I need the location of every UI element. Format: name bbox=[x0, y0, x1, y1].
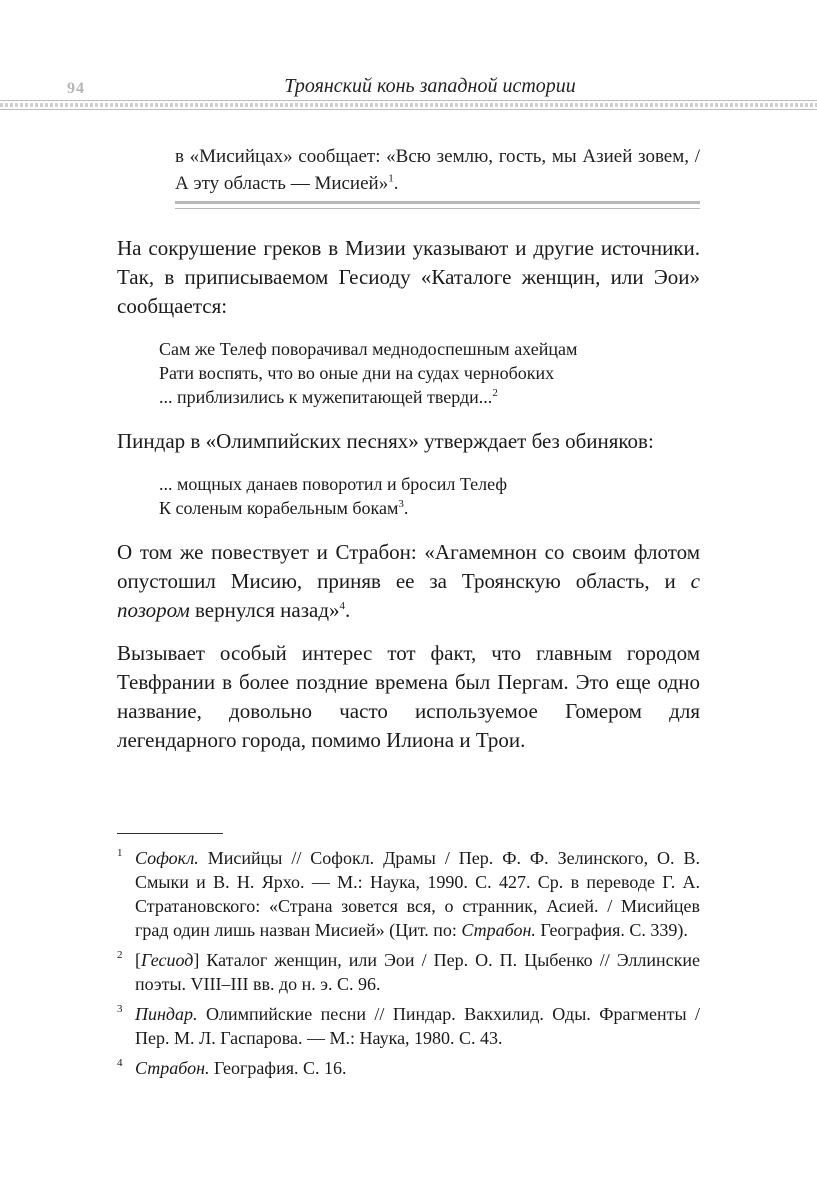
footnote-2-author: Гесиод bbox=[141, 950, 194, 970]
poem-1-line-1: Сам же Телеф поворачивал меднодоспешным ахейцам bbox=[159, 339, 578, 359]
footnote-3 bbox=[117, 1002, 700, 1050]
poem-quote-2 bbox=[159, 472, 700, 520]
footnote-4-text: География. С. 16. bbox=[209, 1058, 347, 1078]
footnote-separator bbox=[117, 833, 223, 834]
poem-1-line-3-text: ... приблизились к мужепитающей тверди... bbox=[159, 387, 493, 407]
paragraph-3-text-a: О том же повествует и Страбон: «Агамемнон со своим флотом опустошил Мисию, приняв ее за Троянскую область, и bbox=[117, 540, 700, 593]
footnote-3-author: Пиндар. bbox=[135, 1004, 198, 1024]
paragraph-2 bbox=[117, 427, 700, 456]
poem-2-line-2: К соленым корабельным бокам$^3$. bbox=[159, 498, 409, 518]
carryover-footnote-text: в «Мисийцах» сообщает: «Всю землю, гость, мы Азией зовем, / А эту область — Мисией»$^1$. bbox=[175, 146, 700, 194]
footnote-ref-2[interactable]: 2 bbox=[492, 387, 498, 399]
main-text bbox=[117, 234, 700, 769]
footnote-2-text: ] Каталог женщин, или Эои / Пер. О. П. Цыбенко // Эллинские поэты. VIII–III вв. до н. э. С. 96. bbox=[135, 950, 700, 994]
poem-1-line-3 bbox=[159, 385, 700, 409]
paragraph-1-text: На сокрушение греков в Мизии указывают и другие источники. Так, в приписываемом Гесиоду «Каталоге женщин, или Эои» сообщается: bbox=[117, 236, 700, 318]
poem-2-line-2-text: К соленым корабельным бокам bbox=[159, 498, 399, 518]
paragraph-4-text: Вызывает особый интерес тот факт, что главным городом Тевфрании в более поздние времена был Пергам. Это еще одно название, довольно часто используемое Гомером для легендарного города, помимо Илиона и Трои. bbox=[117, 641, 700, 752]
footnote-ref-4[interactable]: 4 bbox=[339, 600, 345, 612]
footnote-1-text-b: География. С. 339). bbox=[535, 920, 688, 940]
footnote-3-marker: 3 bbox=[117, 1003, 123, 1015]
poem-1-line-2: Рати воспять, что во оные дни на судах чернобоких bbox=[159, 363, 555, 383]
paragraph-3-text-b: вернулся назад» bbox=[189, 598, 340, 622]
poem-quote-1 bbox=[159, 337, 700, 409]
footnote-2-bracket: [ bbox=[135, 950, 141, 970]
paragraph-3-emphasis: с позором bbox=[117, 569, 700, 622]
footnote-2 bbox=[117, 948, 700, 996]
footnote-1-author: Софокл. bbox=[135, 848, 199, 868]
carryover-double-rule bbox=[175, 201, 700, 209]
footnote-2-marker: 2 bbox=[117, 949, 123, 961]
footnote-4-marker: 4 bbox=[117, 1057, 123, 1069]
paragraph-4 bbox=[117, 639, 700, 755]
running-title: Троянский конь западной истории bbox=[284, 75, 576, 97]
carryover-text: в «Мисийцах» сообщает: «Всю землю, гость, мы Азией зовем, / А эту область — Мисией» bbox=[175, 146, 700, 194]
paragraph-2-text: Пиндар в «Олимпийских песнях» утверждает без обиняков: bbox=[117, 429, 654, 453]
footnote-1-author-2: Страбон. bbox=[461, 920, 536, 940]
poem-2-line-1: ... мощных данаев поворотил и бросил Телеф bbox=[159, 474, 507, 494]
paragraph-1 bbox=[117, 234, 700, 321]
footnote-ref-1[interactable]: 1 bbox=[388, 172, 394, 185]
header-ornament-divider bbox=[0, 100, 817, 110]
page-number: 94 bbox=[67, 80, 85, 97]
footnote-ref-3[interactable]: 3 bbox=[398, 498, 404, 510]
footnote-1-marker: 1 bbox=[117, 847, 123, 859]
footnote-1-text-a: Мисийцы // Софокл. Драмы / Пер. Ф. Ф. Зелинского, О. В. Смыки и В. Н. Ярхо. — М.: Наука, 1990. С. 427. Ср. в переводе Г. А. Стратановского: «Страна зовется вся, о странник, Асией. / Мисийцев град один лишь назван Мисией» (Цит. по: bbox=[135, 848, 700, 940]
footnote-4 bbox=[117, 1056, 700, 1080]
footnote-4-author: Страбон. bbox=[135, 1058, 210, 1078]
footnotes bbox=[117, 846, 700, 1086]
footnote-1 bbox=[117, 846, 700, 942]
paragraph-3: О том же повествует и Страбон: «Агамемнон со своим флотом опустошил Мисию, приняв ее за Троянскую область, и с позором вернулся назад»$^4$. bbox=[117, 540, 700, 622]
footnote-3-text: Олимпийские песни // Пиндар. Вакхилид. Оды. Фрагменты / Пер. М. Л. Гаспарова. — М.: Наука, 1980. С. 43. bbox=[135, 1004, 700, 1048]
